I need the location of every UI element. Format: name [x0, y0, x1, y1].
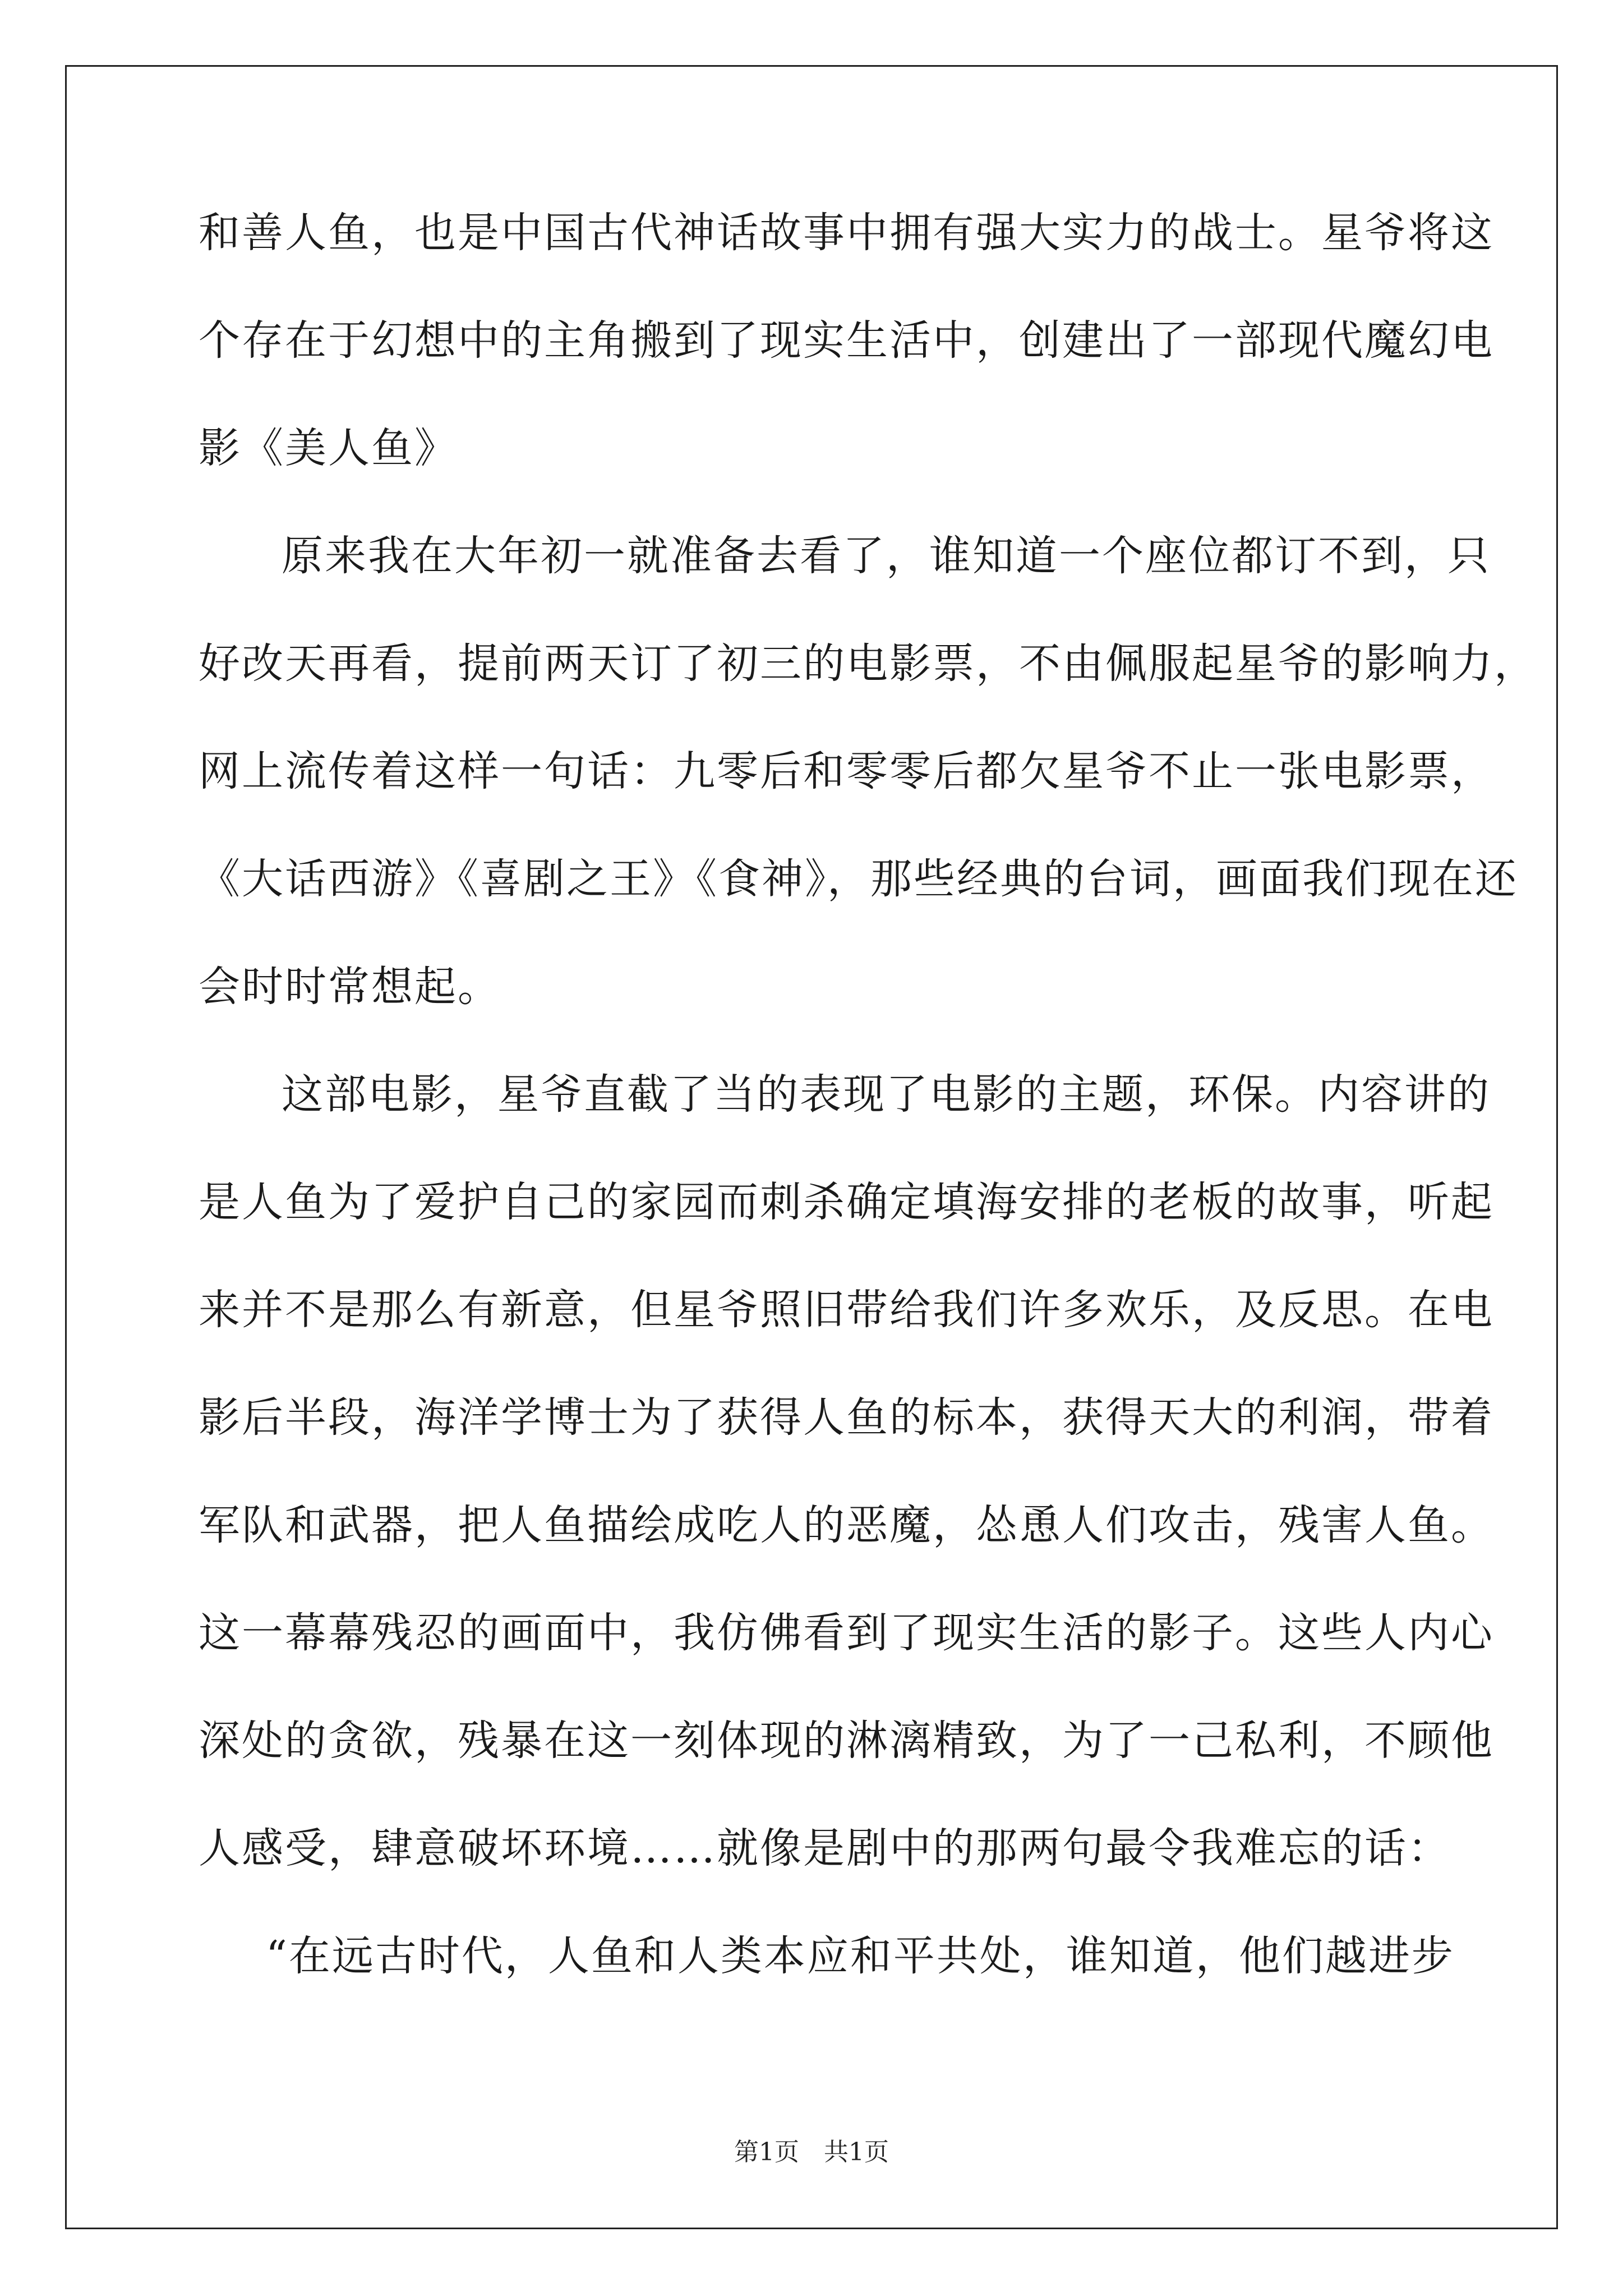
text-line: 原来我在大年初一就准备去看了，谁知道一个座位都订不到，只: [282, 532, 1491, 580]
text-line: “在远古时代，人鱼和人类本应和平共处，谁知道，他们越进步: [266, 1932, 1455, 1980]
text-line: 这一幕幕残忍的画面中，我仿佛看到了现实生活的影子。这些人内心: [199, 1609, 1494, 1657]
page-number-current: 第1页: [734, 2138, 799, 2166]
text-line: 深处的贪欲，残暴在这一刻体现的淋漓精致，为了一己私利，不顾他: [199, 1717, 1494, 1765]
text-line: 军队和武器，把人鱼描绘成吃人的恶魔，怂恿人们攻击，残害人鱼。: [199, 1501, 1494, 1549]
text-line: 会时时常想起。: [199, 963, 501, 1011]
text-line: 好改天再看，提前两天订了初三的电影票，不由佩服起星爷的影响力，: [199, 639, 1537, 688]
text-line: 影《美人鱼》: [199, 424, 458, 472]
text-line: 是人鱼为了爱护自己的家园而刺杀确定填海安排的老板的故事，听起: [199, 1178, 1494, 1226]
page-footer: [0, 2138, 1623, 2166]
text-line: 和善人鱼，也是中国古代神话故事中拥有强大实力的战士。星爷将这: [199, 209, 1494, 257]
text-line: 影后半段，海洋学博士为了获得人鱼的标本，获得天大的利润，带着: [199, 1393, 1494, 1442]
text-line: 个存在于幻想中的主角搬到了现实生活中，创建出了一部现代魔幻电: [199, 316, 1494, 365]
text-line: 人感受，肆意破坏环境……就像是剧中的那两句最令我难忘的话：: [199, 1824, 1451, 1872]
text-line: 来并不是那么有新意，但星爷照旧带给我们许多欢乐，及反思。在电: [199, 1286, 1494, 1334]
text-line: 这部电影，星爷直截了当的表现了电影的主题，环保。内容讲的: [282, 1070, 1491, 1119]
page-border: [65, 65, 1558, 2229]
text-line: 《大话西游》《喜剧之王》《食神》，那些经典的台词，画面我们现在还: [199, 855, 1518, 903]
page-number-total: 共1页: [824, 2138, 889, 2166]
text-line: 网上流传着这样一句话：九零后和零零后都欠星爷不止一张电影票，: [199, 747, 1494, 795]
